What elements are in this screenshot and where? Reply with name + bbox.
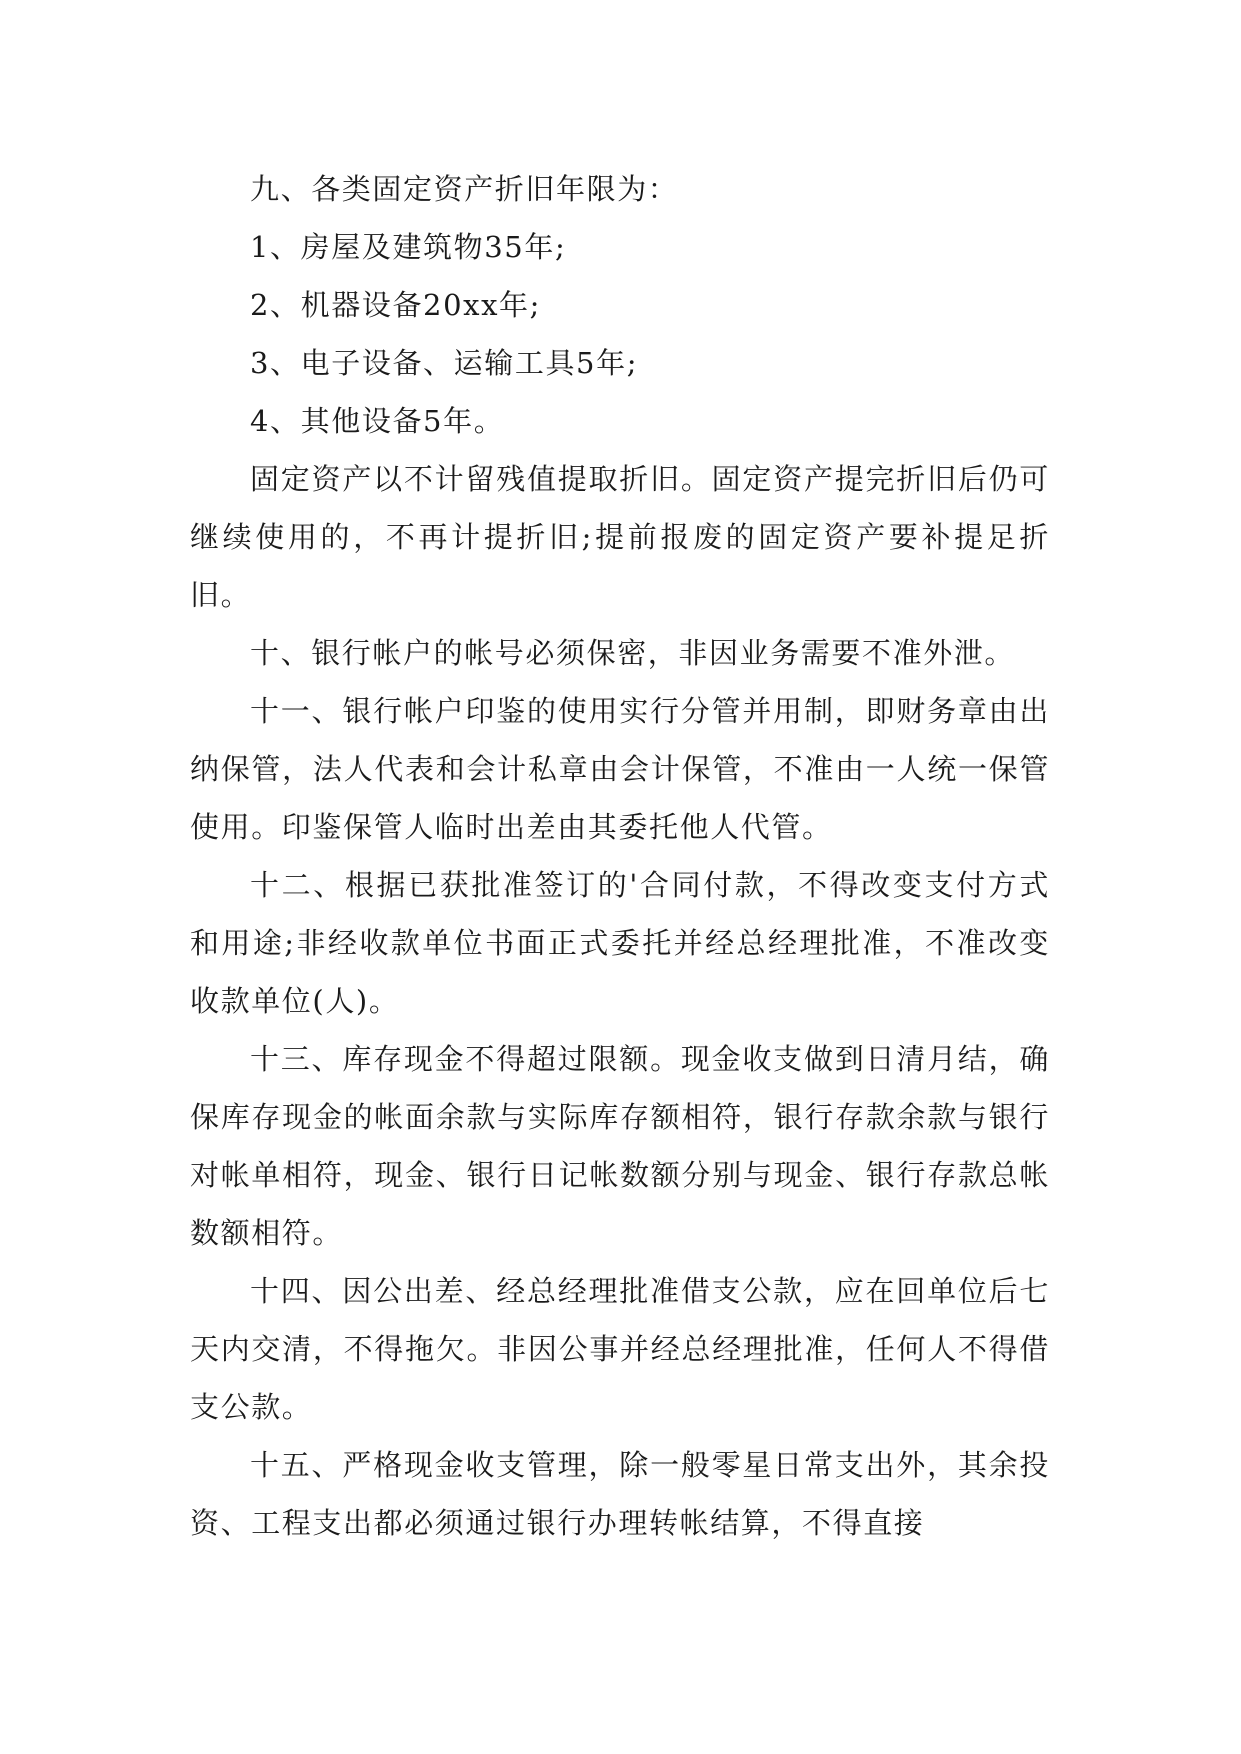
paragraph-item-12: 十二、根据已获批准签订的'合同付款，不得改变支付方式和用途;非经收款单位书面正式委托并经总经理批准，不准改变收款单位(人)。 [190,868,1050,1018]
document-body [190,160,1050,1552]
paragraph-depreciation-note: 固定资产以不计留残值提取折旧。固定资产提完折旧后仍可继续使用的，不再计提折旧;提前报废的固定资产要补提足折旧。 [190,462,1050,612]
paragraph-item-15: 十五、严格现金收支管理，除一般零星日常支出外，其余投资、工程支出都必须通过银行办理转帐结算，不得直接 [190,1448,1050,1540]
paragraph-item-11: 十一、银行帐户印鉴的使用实行分管并用制，即财务章由出纳保管，法人代表和会计私章由会计保管，不准由一人统一保管使用。印鉴保管人临时出差由其委托他人代管。 [190,694,1050,844]
paragraph-item-9: 九、各类固定资产折旧年限为： [250,172,679,206]
paragraph-list-item-2: 2、机器设备20xx年; [250,288,542,322]
paragraph-list-item-4: 4、其他设备5年。 [250,404,505,438]
paragraph-list-item-3: 3、电子设备、运输工具5年; [250,346,639,380]
paragraph-item-14: 十四、因公出差、经总经理批准借支公款，应在回单位后七天内交清，不得拖欠。非因公事并经总经理批准，任何人不得借支公款。 [190,1274,1050,1424]
paragraph-list-item-1: 1、房屋及建筑物35年; [250,230,567,264]
paragraph-item-13: 十三、库存现金不得超过限额。现金收支做到日清月结，确保库存现金的帐面余款与实际库存额相符，银行存款余款与银行对帐单相符，现金、银行日记帐数额分别与现金、银行存款总帐数额相符。 [190,1042,1050,1250]
paragraph-item-10: 十、银行帐户的帐号必须保密，非因业务需要不准外泄。 [250,636,1016,670]
